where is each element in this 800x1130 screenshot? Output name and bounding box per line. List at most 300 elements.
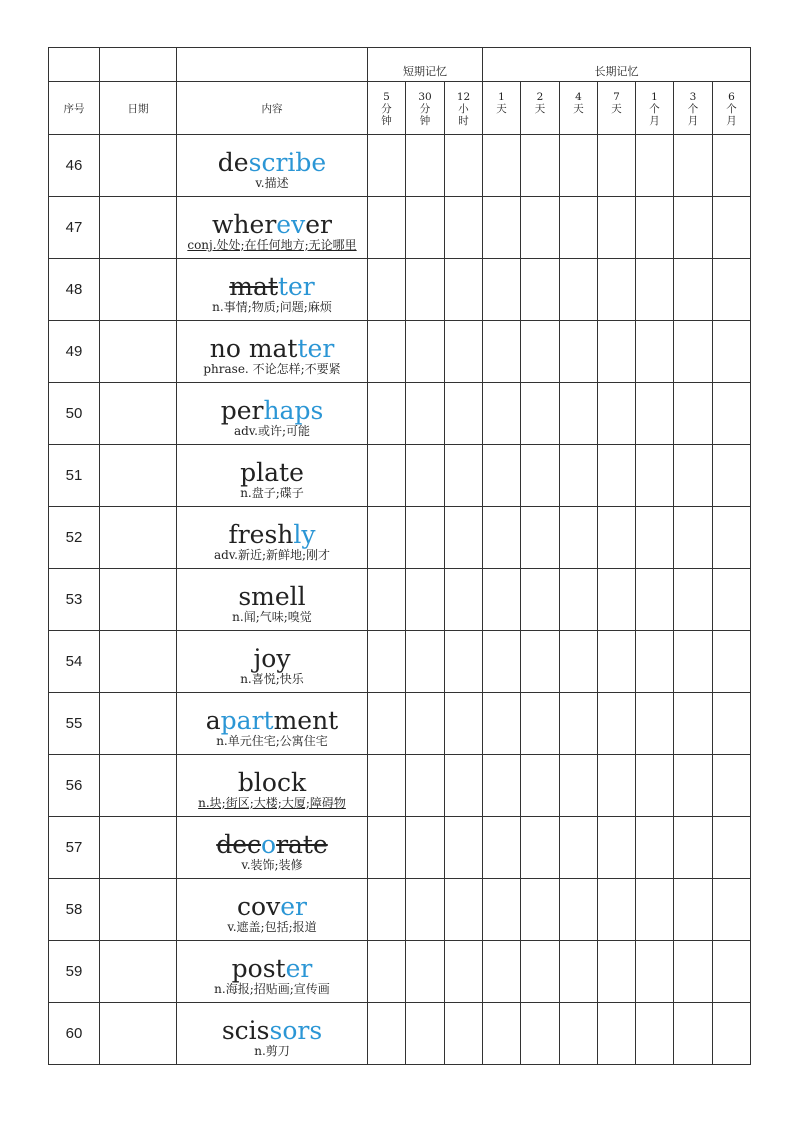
review-checkbox-cell[interactable] [560, 321, 598, 383]
review-checkbox-cell[interactable] [598, 941, 636, 1003]
date-cell[interactable] [100, 259, 177, 321]
interval-header-text: 个 [649, 103, 660, 115]
review-checkbox-cell[interactable] [368, 383, 406, 445]
review-checkbox-cell[interactable] [636, 631, 674, 693]
vocabulary-word [177, 886, 367, 920]
review-checkbox-cell[interactable] [713, 507, 751, 569]
table-row [49, 507, 751, 569]
interval-header-text: 个 [726, 103, 737, 115]
review-checkbox-cell[interactable] [674, 135, 713, 197]
review-checkbox-cell[interactable] [368, 445, 406, 507]
review-checkbox-cell[interactable] [674, 879, 713, 941]
content-cell [177, 631, 368, 693]
interval-header-text: 月 [649, 115, 660, 127]
review-checkbox-cell[interactable] [598, 631, 636, 693]
row-number: 54 [49, 631, 100, 693]
review-checkbox-cell[interactable] [598, 1003, 636, 1065]
interval-header-text: 小 [458, 103, 469, 115]
review-checkbox-cell[interactable] [560, 197, 598, 259]
review-checkbox-cell[interactable] [636, 879, 674, 941]
content-cell [177, 383, 368, 445]
word-segment: ment [273, 705, 339, 735]
review-checkbox-cell[interactable] [483, 817, 521, 879]
review-checkbox-cell[interactable] [483, 135, 521, 197]
vocabulary-word [177, 762, 367, 796]
date-cell[interactable] [100, 631, 177, 693]
vocabulary-word [177, 514, 367, 548]
review-checkbox-cell[interactable] [483, 507, 521, 569]
review-checkbox-cell[interactable] [521, 631, 560, 693]
word-segment: ter [297, 333, 335, 363]
interval-header-text: 5 [383, 91, 390, 103]
review-checkbox-cell[interactable] [368, 693, 406, 755]
review-checkbox-cell[interactable] [368, 135, 406, 197]
table-row [49, 383, 751, 445]
word-segment: part [220, 705, 274, 735]
content-cell [177, 941, 368, 1003]
interval-header-text: 天 [534, 103, 546, 115]
review-checkbox-cell[interactable] [598, 321, 636, 383]
review-checkbox-cell[interactable] [521, 755, 560, 817]
interval-header-text: 个 [687, 103, 699, 115]
word-segment: ter [277, 271, 315, 301]
date-cell[interactable] [100, 755, 177, 817]
date-cell[interactable] [100, 941, 177, 1003]
review-checkbox-cell[interactable] [713, 1003, 751, 1065]
table-row [49, 321, 751, 383]
group-header-row [49, 48, 751, 82]
review-checkbox-cell[interactable] [636, 445, 674, 507]
review-checkbox-cell[interactable] [636, 569, 674, 631]
table-row [49, 445, 751, 507]
date-cell[interactable] [100, 445, 177, 507]
row-number: 47 [49, 197, 100, 259]
review-checkbox-cell[interactable] [521, 693, 560, 755]
word-segment: scribe [248, 147, 327, 177]
review-checkbox-cell[interactable] [713, 259, 751, 321]
interval-header-text: 天 [496, 103, 507, 115]
word-segment: sors [269, 1015, 323, 1045]
review-checkbox-cell[interactable] [445, 631, 483, 693]
review-checkbox-cell[interactable] [598, 569, 636, 631]
review-checkbox-cell[interactable] [483, 1003, 521, 1065]
review-checkbox-cell[interactable] [636, 817, 674, 879]
row-number: 53 [49, 569, 100, 631]
review-checkbox-cell[interactable] [598, 693, 636, 755]
review-checkbox-cell[interactable] [674, 259, 713, 321]
row-number: 50 [49, 383, 100, 445]
word-meaning: adv.新近;新鲜地;刚才 [213, 547, 331, 562]
interval-header-text: 3 [689, 91, 697, 103]
review-checkbox-cell[interactable] [674, 941, 713, 1003]
interval-header-8 [674, 82, 713, 135]
word-meaning: n.剪刀 [254, 1043, 290, 1058]
review-checkbox-cell[interactable] [598, 755, 636, 817]
word-meaning: n.闻;气味;嗅觉 [232, 609, 312, 624]
review-checkbox-cell[interactable] [674, 569, 713, 631]
review-checkbox-cell[interactable] [483, 445, 521, 507]
review-checkbox-cell[interactable] [521, 569, 560, 631]
interval-header-text: 天 [573, 103, 584, 115]
review-checkbox-cell[interactable] [521, 941, 560, 1003]
review-checkbox-cell[interactable] [713, 321, 751, 383]
review-checkbox-cell[interactable] [674, 321, 713, 383]
word-segment: no mat [209, 333, 298, 363]
vocabulary-word [177, 1010, 367, 1044]
word-meaning: n.喜悦;快乐 [240, 671, 304, 686]
word-meaning: n.单元住宅;公寓住宅 [216, 733, 328, 748]
word-segment: fresh [228, 519, 294, 549]
review-checkbox-cell[interactable] [674, 755, 713, 817]
review-checkbox-cell[interactable] [368, 755, 406, 817]
table-row [49, 135, 751, 197]
review-checkbox-cell[interactable] [636, 507, 674, 569]
review-checkbox-cell[interactable] [445, 1003, 483, 1065]
column-header-row [49, 82, 751, 135]
review-checkbox-cell[interactable] [560, 507, 598, 569]
review-checkbox-cell[interactable] [713, 197, 751, 259]
review-checkbox-cell[interactable] [713, 755, 751, 817]
review-checkbox-cell[interactable] [406, 631, 445, 693]
review-checkbox-cell[interactable] [368, 259, 406, 321]
review-checkbox-cell[interactable] [445, 941, 483, 1003]
vocabulary-word [177, 948, 367, 982]
review-checkbox-cell[interactable] [521, 259, 560, 321]
review-checkbox-cell[interactable] [636, 259, 674, 321]
review-checkbox-cell[interactable] [560, 259, 598, 321]
interval-header-text: 7 [613, 91, 620, 103]
long-term-memory-header: 长期记忆 [483, 48, 751, 82]
word-segment: post [231, 953, 286, 983]
vocabulary-word [177, 390, 367, 424]
content-cell [177, 755, 368, 817]
interval-header-text: 分 [381, 103, 392, 115]
interval-header-text: 天 [611, 103, 622, 115]
interval-header-0 [368, 82, 406, 135]
review-checkbox-cell[interactable] [674, 383, 713, 445]
review-checkbox-cell[interactable] [483, 197, 521, 259]
review-checkbox-cell[interactable] [483, 755, 521, 817]
date-cell[interactable] [100, 383, 177, 445]
short-term-memory-header: 短期记忆 [368, 48, 483, 82]
review-checkbox-cell[interactable] [406, 383, 445, 445]
table-row [49, 569, 751, 631]
review-checkbox-cell[interactable] [406, 941, 445, 1003]
review-checkbox-cell[interactable] [483, 383, 521, 445]
review-checkbox-cell[interactable] [445, 321, 483, 383]
word-meaning: v.描述 [255, 175, 289, 190]
date-cell[interactable] [100, 569, 177, 631]
review-checkbox-cell[interactable] [368, 817, 406, 879]
interval-header-text: 月 [687, 115, 699, 127]
review-checkbox-cell[interactable] [483, 693, 521, 755]
word-segment: ev [276, 209, 306, 239]
row-number: 51 [49, 445, 100, 507]
word-segment: a [205, 705, 221, 735]
table-row [49, 817, 751, 879]
content-cell [177, 321, 368, 383]
review-checkbox-cell[interactable] [674, 507, 713, 569]
review-checkbox-cell[interactable] [598, 383, 636, 445]
review-checkbox-cell[interactable] [521, 817, 560, 879]
blank-cell [49, 48, 100, 82]
review-checkbox-cell[interactable] [406, 507, 445, 569]
review-checkbox-cell[interactable] [598, 817, 636, 879]
word-segment: rate [276, 829, 328, 859]
review-checkbox-cell[interactable] [483, 879, 521, 941]
review-checkbox-cell[interactable] [560, 383, 598, 445]
review-checkbox-cell[interactable] [445, 445, 483, 507]
review-checkbox-cell[interactable] [521, 445, 560, 507]
review-checkbox-cell[interactable] [713, 383, 751, 445]
review-checkbox-cell[interactable] [713, 693, 751, 755]
row-number: 57 [49, 817, 100, 879]
date-cell[interactable] [100, 507, 177, 569]
review-checkbox-cell[interactable] [368, 941, 406, 1003]
review-checkbox-cell[interactable] [713, 569, 751, 631]
review-checkbox-cell[interactable] [521, 879, 560, 941]
row-number: 46 [49, 135, 100, 197]
review-checkbox-cell[interactable] [368, 321, 406, 383]
review-checkbox-cell[interactable] [713, 879, 751, 941]
row-number: 60 [49, 1003, 100, 1065]
date-cell[interactable] [100, 197, 177, 259]
interval-header-text: 1 [498, 91, 505, 103]
review-checkbox-cell[interactable] [483, 321, 521, 383]
review-checkbox-cell[interactable] [406, 197, 445, 259]
interval-header-text: 分 [419, 103, 431, 115]
date-cell[interactable] [100, 321, 177, 383]
review-checkbox-cell[interactable] [598, 879, 636, 941]
review-checkbox-cell[interactable] [406, 259, 445, 321]
word-meaning: n.块;街区;大楼;大厦;障碍物 [198, 795, 346, 810]
review-checkbox-cell[interactable] [445, 507, 483, 569]
review-checkbox-cell[interactable] [636, 321, 674, 383]
review-checkbox-cell[interactable] [368, 1003, 406, 1065]
word-segment: er [280, 891, 307, 921]
word-segment: joy [253, 643, 291, 673]
review-checkbox-cell[interactable] [674, 445, 713, 507]
review-checkbox-cell[interactable] [483, 569, 521, 631]
word-segment: cov [237, 891, 281, 921]
word-segment: mat [229, 271, 278, 301]
review-checkbox-cell[interactable] [674, 197, 713, 259]
interval-header-text: 12 [456, 91, 471, 103]
vocabulary-review-table [48, 47, 751, 1065]
vocabulary-word [177, 700, 367, 734]
review-checkbox-cell[interactable] [713, 817, 751, 879]
review-checkbox-cell[interactable] [368, 569, 406, 631]
date-cell[interactable] [100, 135, 177, 197]
word-segment: haps [263, 395, 324, 425]
review-checkbox-cell[interactable] [521, 197, 560, 259]
vocabulary-word [177, 204, 367, 238]
interval-header-text: 时 [458, 115, 469, 127]
word-segment: ly [293, 519, 316, 549]
review-checkbox-cell[interactable] [445, 197, 483, 259]
review-checkbox-cell[interactable] [713, 631, 751, 693]
review-checkbox-cell[interactable] [674, 1003, 713, 1065]
word-segment: per [220, 395, 264, 425]
review-checkbox-cell[interactable] [560, 445, 598, 507]
interval-header-7 [636, 82, 674, 135]
review-checkbox-cell[interactable] [445, 135, 483, 197]
review-checkbox-cell[interactable] [560, 1003, 598, 1065]
review-checkbox-cell[interactable] [368, 197, 406, 259]
vocabulary-word [177, 576, 367, 610]
word-segment: er [285, 953, 313, 983]
word-segment: plate [240, 457, 304, 487]
interval-header-text: 钟 [419, 115, 431, 127]
content-cell [177, 445, 368, 507]
review-checkbox-cell[interactable] [636, 693, 674, 755]
interval-header-text: 月 [726, 115, 737, 127]
word-segment: er [305, 209, 332, 239]
review-checkbox-cell[interactable] [445, 879, 483, 941]
review-checkbox-cell[interactable] [483, 941, 521, 1003]
interval-header-text: 6 [728, 91, 735, 103]
review-checkbox-cell[interactable] [406, 135, 445, 197]
word-meaning: adv.或许;可能 [233, 423, 311, 438]
review-checkbox-cell[interactable] [368, 631, 406, 693]
content-cell [177, 817, 368, 879]
review-checkbox-cell[interactable] [560, 135, 598, 197]
review-checkbox-cell[interactable] [406, 569, 445, 631]
review-checkbox-cell[interactable] [674, 693, 713, 755]
word-segment: smell [238, 581, 306, 611]
word-meaning: n.海报;招贴画;宣传画 [214, 981, 330, 996]
review-checkbox-cell[interactable] [445, 259, 483, 321]
review-checkbox-cell[interactable] [406, 445, 445, 507]
date-cell[interactable] [100, 1003, 177, 1065]
review-checkbox-cell[interactable] [560, 569, 598, 631]
review-checkbox-cell[interactable] [713, 135, 751, 197]
review-checkbox-cell[interactable] [445, 817, 483, 879]
blank-cell [100, 48, 177, 82]
review-checkbox-cell[interactable] [560, 755, 598, 817]
review-checkbox-cell[interactable] [636, 941, 674, 1003]
review-checkbox-cell[interactable] [560, 879, 598, 941]
table-row [49, 197, 751, 259]
content-cell [177, 879, 368, 941]
word-segment: block [237, 767, 307, 797]
row-number: 56 [49, 755, 100, 817]
table-row [49, 693, 751, 755]
vocabulary-word [177, 824, 367, 858]
review-checkbox-cell[interactable] [406, 817, 445, 879]
review-checkbox-cell[interactable] [483, 259, 521, 321]
review-checkbox-cell[interactable] [483, 631, 521, 693]
review-checkbox-cell[interactable] [636, 135, 674, 197]
word-segment: de [217, 147, 249, 177]
review-checkbox-cell[interactable] [713, 941, 751, 1003]
index-column-header: 序号 [49, 82, 100, 135]
review-checkbox-cell[interactable] [406, 755, 445, 817]
review-checkbox-cell[interactable] [560, 817, 598, 879]
content-cell [177, 1003, 368, 1065]
interval-header-5 [560, 82, 598, 135]
review-checkbox-cell[interactable] [674, 631, 713, 693]
review-checkbox-cell[interactable] [636, 383, 674, 445]
review-checkbox-cell[interactable] [598, 135, 636, 197]
review-checkbox-cell[interactable] [674, 817, 713, 879]
review-checkbox-cell[interactable] [560, 693, 598, 755]
review-checkbox-cell[interactable] [521, 321, 560, 383]
vocabulary-word [177, 638, 367, 672]
interval-header-text: 2 [536, 91, 544, 103]
review-checkbox-cell[interactable] [598, 507, 636, 569]
table-row [49, 879, 751, 941]
review-checkbox-cell[interactable] [521, 383, 560, 445]
table-row [49, 259, 751, 321]
review-checkbox-cell[interactable] [598, 197, 636, 259]
review-checkbox-cell[interactable] [406, 693, 445, 755]
word-meaning: n.事情;物质;问题;麻烦 [212, 299, 332, 314]
content-cell [177, 693, 368, 755]
word-meaning: n.盘子;碟子 [240, 485, 304, 500]
row-number: 49 [49, 321, 100, 383]
word-segment: scis [221, 1015, 270, 1045]
content-cell [177, 569, 368, 631]
review-checkbox-cell[interactable] [406, 321, 445, 383]
table-row [49, 755, 751, 817]
word-meaning: v.遮盖;包括;报道 [227, 919, 317, 934]
review-checkbox-cell[interactable] [368, 507, 406, 569]
blank-cell [177, 48, 368, 82]
content-cell [177, 197, 368, 259]
content-column-header: 内容 [177, 82, 368, 135]
review-checkbox-cell[interactable] [445, 755, 483, 817]
review-checkbox-cell[interactable] [636, 1003, 674, 1065]
date-cell[interactable] [100, 693, 177, 755]
review-checkbox-cell[interactable] [636, 197, 674, 259]
table-row [49, 1003, 751, 1065]
review-checkbox-cell[interactable] [713, 445, 751, 507]
vocabulary-word [177, 142, 367, 176]
review-checkbox-cell[interactable] [521, 1003, 560, 1065]
review-checkbox-cell[interactable] [636, 755, 674, 817]
review-checkbox-cell[interactable] [445, 569, 483, 631]
review-checkbox-cell[interactable] [560, 941, 598, 1003]
word-meaning: phrase. 不论怎样;不要紧 [203, 361, 341, 376]
review-checkbox-cell[interactable] [521, 507, 560, 569]
review-checkbox-cell[interactable] [598, 259, 636, 321]
review-checkbox-cell[interactable] [521, 135, 560, 197]
interval-header-text: 1 [651, 91, 658, 103]
date-cell[interactable] [100, 879, 177, 941]
review-checkbox-cell[interactable] [598, 445, 636, 507]
content-cell [177, 135, 368, 197]
interval-header-text: 30 [418, 91, 432, 103]
date-cell[interactable] [100, 817, 177, 879]
vocabulary-word [177, 328, 367, 362]
content-cell [177, 259, 368, 321]
review-checkbox-cell[interactable] [368, 879, 406, 941]
word-segment: dec [216, 829, 262, 859]
review-checkbox-cell[interactable] [445, 693, 483, 755]
interval-header-2 [445, 82, 483, 135]
review-checkbox-cell[interactable] [445, 383, 483, 445]
date-column-header: 日期 [100, 82, 177, 135]
review-checkbox-cell[interactable] [560, 631, 598, 693]
interval-header-text: 4 [575, 91, 582, 103]
interval-header-4 [521, 82, 560, 135]
row-number: 52 [49, 507, 100, 569]
interval-header-3 [483, 82, 521, 135]
table-row [49, 941, 751, 1003]
review-checkbox-cell[interactable] [406, 1003, 445, 1065]
review-checkbox-cell[interactable] [406, 879, 445, 941]
